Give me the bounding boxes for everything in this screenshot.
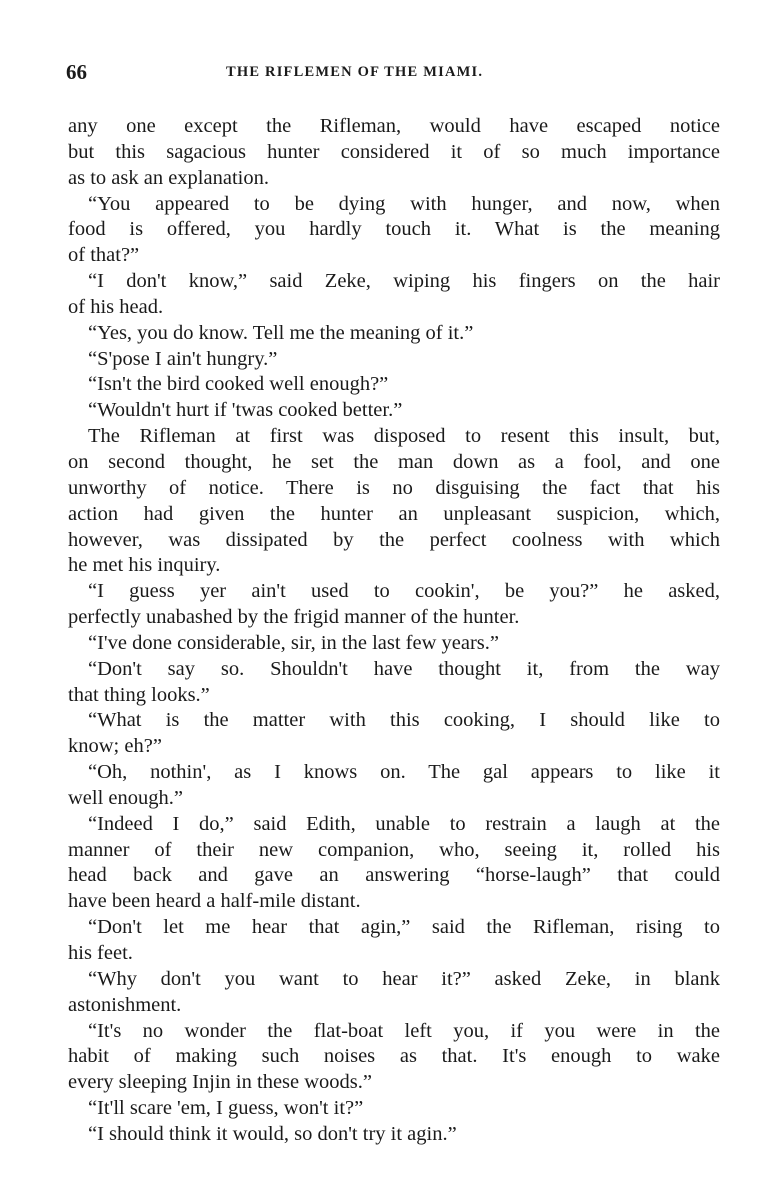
body-text <box>68 114 720 1148</box>
text-line: he met his inquiry. <box>68 554 221 577</box>
text-line: food is offered, you hardly touch it. What is the meaning <box>68 218 720 241</box>
text-line: of that?” <box>68 244 140 267</box>
text-line: any one except the Rifleman, would have escaped notice <box>68 115 720 137</box>
text-line: “Don't let me hear that agin,” said the Rifleman, rising to <box>88 916 720 939</box>
running-title: THE RIFLEMEN OF THE MIAMI. <box>226 64 484 80</box>
page-header <box>66 60 722 86</box>
text-line: have been heard a half-mile distant. <box>68 890 361 913</box>
text-line: as to ask an explanation. <box>68 166 269 189</box>
text-line: that thing looks.” <box>68 683 210 706</box>
text-line: “What is the matter with this cooking, I should like to <box>88 709 720 732</box>
text-line: perfectly unabashed by the frigid manner of the hunter. <box>68 606 520 629</box>
text-line: “It's no wonder the flat-boat left you, if you were in the <box>88 1019 720 1042</box>
text-line: unworthy of notice. There is no disguising the fact that his <box>68 476 720 499</box>
text-line: on second thought, he set the man down as a fool, and one <box>68 450 720 473</box>
text-line: astonishment. <box>68 993 182 1016</box>
text-line: but this sagacious hunter considered it of so much importance <box>68 140 720 163</box>
text-line: his feet. <box>68 942 133 964</box>
text-line: The Rifleman at first was disposed to resent this insult, but, <box>88 425 720 448</box>
text-line: “It'll scare 'em, I guess, won't it?” <box>88 1097 364 1120</box>
text-line: “You appeared to be dying with hunger, and now, when <box>88 192 720 215</box>
text-line: “Wouldn't hurt if 'twas cooked better.” <box>88 399 403 422</box>
text-line: “Yes, you do know. Tell me the meaning of it.” <box>88 321 474 344</box>
text-line: “I don't know,” said Zeke, wiping his fingers on the hair <box>88 270 720 293</box>
text-line: however, was dissipated by the perfect coolness with which <box>68 528 720 551</box>
text-line: “Indeed I do,” said Edith, unable to restrain a laugh at the <box>88 812 720 835</box>
text-line: of his head. <box>68 295 164 318</box>
page-number: 66 <box>66 60 87 84</box>
text-line: “Isn't the bird cooked well enough?” <box>88 373 389 396</box>
text-line: “Oh, nothin', as I knows on. The gal appears to like it <box>88 761 720 784</box>
text-line: “Why don't you want to hear it?” asked Zeke, in blank <box>88 967 720 990</box>
text-line: every sleeping Injin in these woods.” <box>68 1071 373 1094</box>
text-line: “I should think it would, so don't try it agin.” <box>88 1122 457 1145</box>
text-line: “I've done considerable, sir, in the last few years.” <box>88 631 500 654</box>
text-line: habit of making such noises as that. It's enough to wake <box>68 1045 720 1068</box>
text-line: head back and gave an answering “horse-laugh” that could <box>68 864 720 887</box>
text-line: manner of their new companion, who, seeing it, rolled his <box>68 838 720 861</box>
text-line: know; eh?” <box>68 735 162 758</box>
text-line: action had given the hunter an unpleasant suspicion, which, <box>68 502 720 525</box>
text-line: “S'pose I ain't hungry.” <box>88 347 278 370</box>
text-line: “Don't say so. Shouldn't have thought it, from the way <box>88 657 720 680</box>
text-line: “I guess yer ain't used to cookin', be you?” he asked, <box>88 580 720 603</box>
text-line: well enough.” <box>68 786 183 809</box>
